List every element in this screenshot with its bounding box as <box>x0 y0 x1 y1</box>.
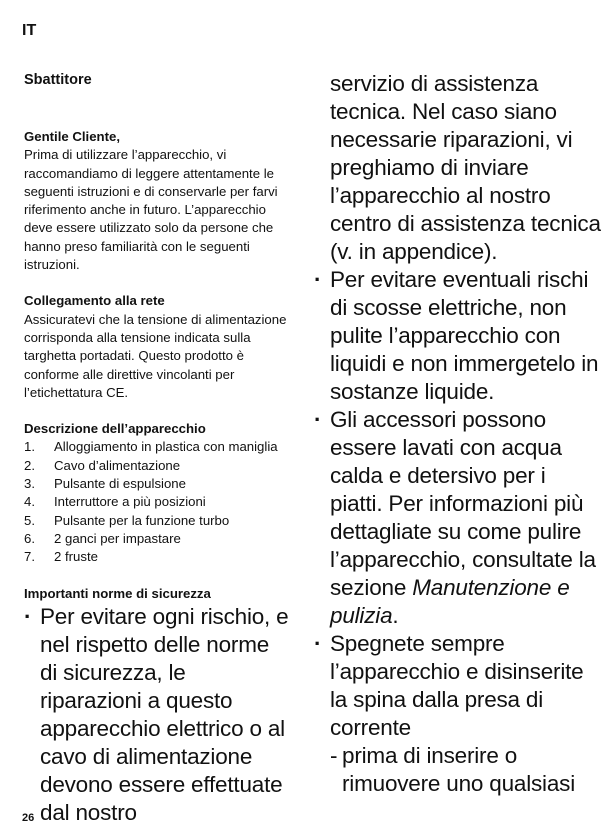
list-item-number: 2. <box>24 457 35 473</box>
connection-section <box>24 292 292 402</box>
list-item-text: Interruttore a più posizioni <box>54 494 206 510</box>
page-title: Sbattitore <box>24 72 92 88</box>
list-item-text: Pulsante di espulsione <box>54 476 186 492</box>
list-item <box>24 475 292 493</box>
list-item-text: Alloggiamento in plastica con maniglia <box>54 439 278 455</box>
list-item-text: Cavo d’alimentazione <box>54 457 181 473</box>
bullet-4-text: · Spegnete sempre l’apparecchio e disinserite la spina dalla presa di corrente <box>330 631 584 740</box>
sub-item-text: prima di inserire o rimuovere uno qualsiasi <box>342 743 576 796</box>
language-code: IT <box>22 22 37 39</box>
safety-list-right <box>312 266 602 798</box>
connection-heading: Collegamento alla rete <box>24 293 165 309</box>
list-item <box>24 457 292 475</box>
safety-bullet-3 <box>312 406 602 630</box>
greeting-heading: Gentile Cliente, <box>24 129 120 144</box>
list-item <box>24 512 292 530</box>
list-item-text: Pulsante per la funzione turbo <box>54 512 230 528</box>
greeting-section <box>24 128 292 274</box>
list-item-number: 4. <box>24 494 35 510</box>
left-column <box>24 128 292 827</box>
safety-heading: Importanti norme di sicurezza <box>24 585 211 601</box>
right-column <box>312 70 602 798</box>
description-heading: Descrizione dell’apparecchio <box>24 421 206 437</box>
list-item-number: 1. <box>24 439 35 455</box>
list-item-text: 2 ganci per impastare <box>54 530 181 546</box>
safety-list-left <box>22 603 292 827</box>
description-section <box>24 420 292 566</box>
page-number: 26 <box>22 812 35 824</box>
list-item <box>24 548 292 566</box>
parts-list <box>24 438 292 566</box>
greeting-body: Prima di utilizzare l’apparecchio, vi raccomandiamo di leggere attentamente le seguenti istruzioni e di conservarle per farvi riferimento anche in futuro. L’apparecchio deve essere utilizzato solo da persone che hanno preso familiarità con le seguenti istruzioni. <box>24 147 278 273</box>
list-item-text: 2 fruste <box>54 549 98 565</box>
list-item-number: 6. <box>24 530 35 546</box>
list-item-number: 7. <box>24 549 35 565</box>
list-item <box>24 530 292 548</box>
list-item-number: 3. <box>24 476 35 492</box>
list-item <box>24 438 292 456</box>
sub-item-dash: - <box>330 743 338 768</box>
list-item <box>24 493 292 511</box>
list-item-number: 5. <box>24 512 35 528</box>
safety-bullet-4 <box>312 630 602 798</box>
sub-item <box>330 742 602 798</box>
safety-bullet-2: · Per evitare eventuali rischi di scosse elettriche, non pulite l’apparecchio con liquidi e non immergetelo in sostanze liquide. <box>312 266 602 406</box>
safety-bullet-1: · Per evitare ogni rischio, e nel rispetto delle norme di sicurezza, le riparazioni a questo apparecchio elettrico o al cavo di alimentazione devono essere effettuate dal nostro <box>22 603 292 827</box>
safety-section <box>24 585 292 827</box>
bullet-3-period: . <box>392 603 399 628</box>
maintenance-section-reference: Manutenzione e pulizia <box>330 575 570 628</box>
bullet-3-text: Gli accessori possono essere lavati con acqua calda e detersivo per i piatti. Per informazioni più dettagliate su come pulire l’apparecchio, consultate la sezione <box>330 407 596 600</box>
safety-bullet-1-continued: servizio di assistenza tecnica. Nel caso siano necessarie riparazioni, vi preghiamo di inviare l’apparecchio al nostro centro di assistenza tecnica (v. in appendice). <box>330 71 601 264</box>
connection-body: Assicuratevi che la tensione di alimentazione corrisponda alla tensione indicata sulla targhetta portadati. Questo prodotto è conforme alle direttive vincolanti per l’etichettatura CE. <box>24 311 287 400</box>
